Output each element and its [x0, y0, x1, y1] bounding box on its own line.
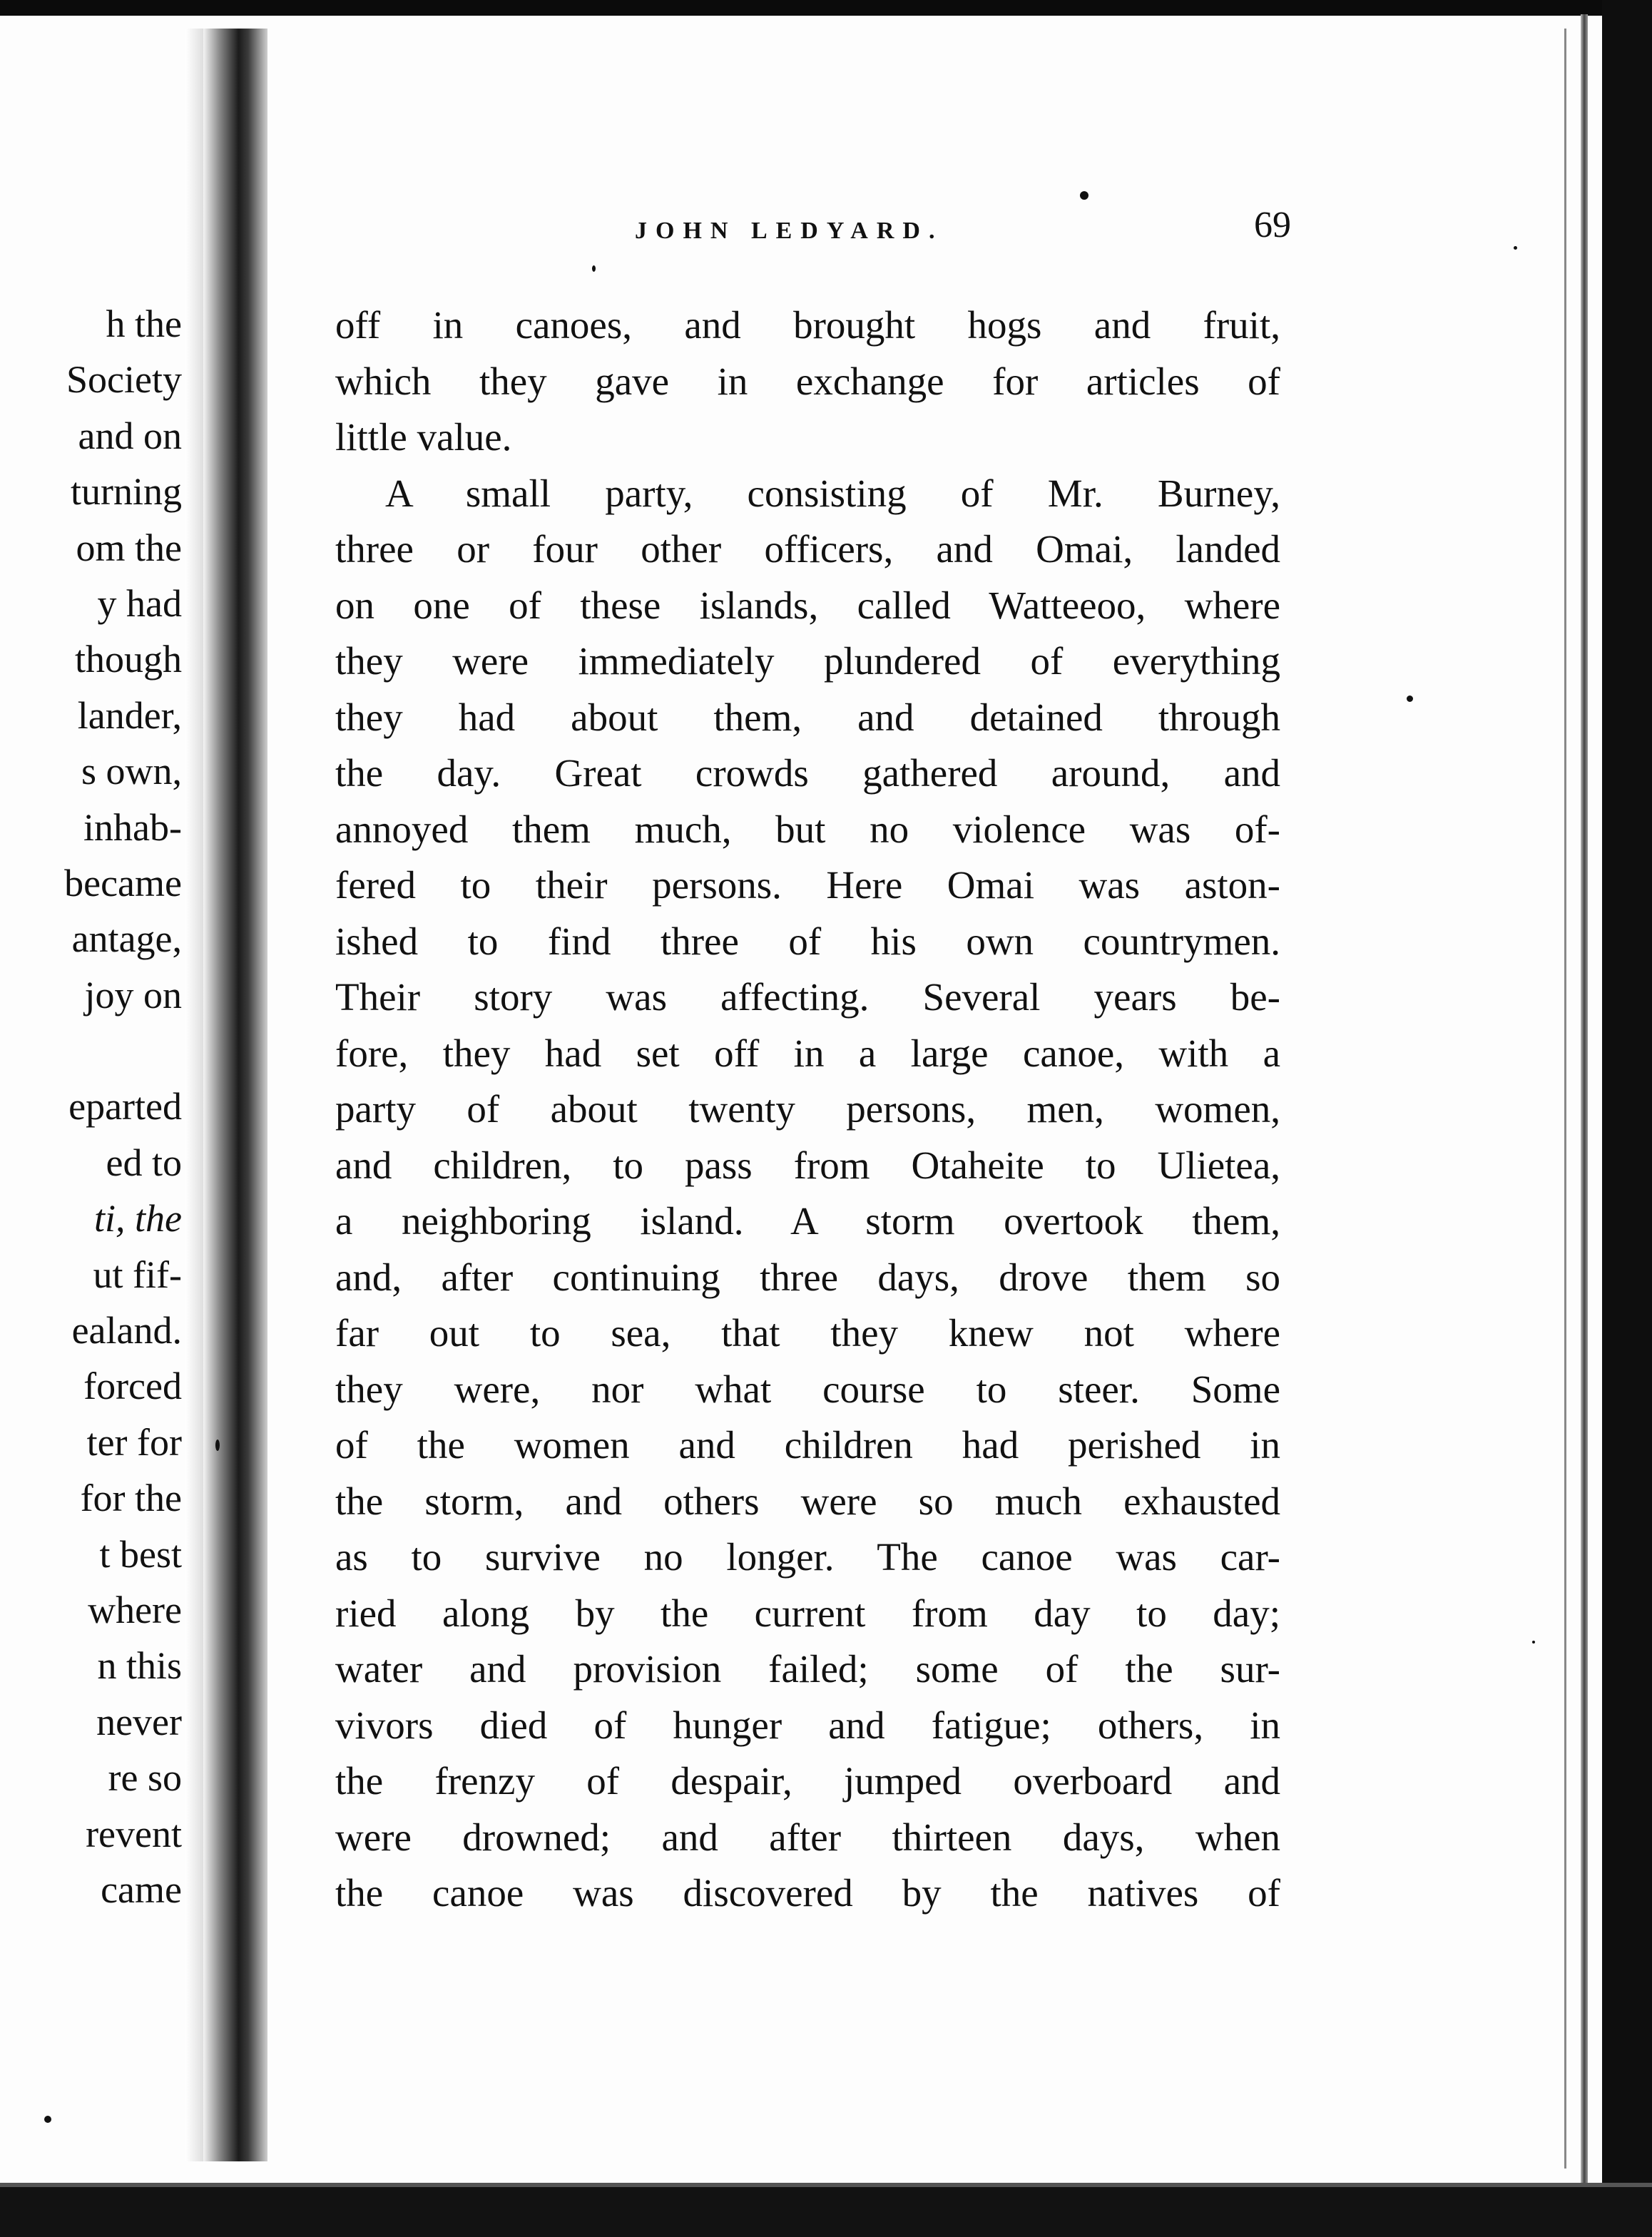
scan-speck: [1407, 695, 1413, 702]
running-title: JOHN LEDYARD.: [635, 218, 944, 244]
body-line: party of about twenty persons, men, women,: [335, 1087, 1280, 1131]
left-page-line: y had: [97, 581, 182, 625]
left-page-line: Society: [66, 358, 182, 402]
left-page-line: though: [74, 638, 182, 681]
body-line: annoyed them much, but no violence was of-: [335, 807, 1280, 851]
body-line: three or four other officers, and Omai, landed: [335, 527, 1280, 571]
body-line: they had about them, and detained through: [335, 695, 1280, 739]
body-line: were drowned; and after thirteen days, when: [335, 1815, 1280, 1859]
left-page-line: s own,: [81, 750, 182, 793]
page-number: 69: [1254, 205, 1291, 245]
left-page-line: t best: [99, 1532, 182, 1576]
scan-speck: [44, 2116, 51, 2123]
body-line: the canoe was discovered by the natives of: [335, 1871, 1280, 1915]
book-gutter-shadow: [203, 29, 267, 2161]
left-page-line: [0, 1023, 182, 1079]
body-line: the day. Great crowds gathered around, and: [335, 751, 1280, 795]
body-line: Their story was affecting. Several years be-: [335, 975, 1280, 1019]
body-line: which they gave in exchange for articles of: [335, 359, 1280, 403]
body-line: ished to find three of his own countrymen.: [335, 919, 1280, 963]
left-page-line: ealand.: [71, 1309, 182, 1352]
body-line: a neighboring island. A storm overtook them,: [335, 1199, 1280, 1243]
left-page-line: joy on: [84, 973, 182, 1016]
left-page-line: eparted: [68, 1085, 182, 1128]
body-text: [335, 297, 1280, 1922]
scan-bottom-border: [0, 2187, 1652, 2237]
body-line: they were immediately plundered of everything: [335, 639, 1280, 683]
body-line: ried along by the current from day to day;: [335, 1591, 1280, 1635]
book-page: [335, 200, 1291, 1915]
left-page-line: ut fif-: [93, 1253, 182, 1296]
left-page-line: came: [101, 1867, 182, 1911]
left-page-line: and on: [78, 414, 182, 457]
body-line: and children, to pass from Otaheite to Ulietea,: [335, 1143, 1280, 1187]
left-page-line: re so: [108, 1756, 182, 1800]
body-line: of the women and children had perished in: [335, 1423, 1280, 1467]
body-line: the storm, and others were so much exhausted: [335, 1479, 1280, 1523]
scan-right-border: [1602, 0, 1652, 2237]
body-line: they were, nor what course to steer. Some: [335, 1367, 1280, 1411]
body-line: vivors died of hunger and fatigue; others, in: [335, 1703, 1280, 1747]
scan-speck: [592, 265, 596, 272]
body-line: on one of these islands, called Watteeoo, where: [335, 583, 1280, 627]
left-page-line: ed to: [106, 1141, 182, 1184]
scan-top-border: [0, 0, 1652, 16]
left-page-line: turning: [71, 470, 182, 514]
scan-speck: [1532, 1641, 1535, 1644]
body-line: water and provision failed; some of the sur-: [335, 1647, 1280, 1691]
left-page-fragment: [0, 296, 182, 1917]
body-line: A small party, consisting of Mr. Burney,: [385, 471, 1280, 515]
left-page-line: inhab-: [83, 805, 182, 849]
left-page-line: for the: [80, 1477, 182, 1520]
left-page-line: became: [64, 861, 182, 905]
left-page-line: revent: [86, 1812, 182, 1855]
scan-speck: [1080, 191, 1088, 200]
left-page-line: forced: [83, 1365, 182, 1408]
left-page-line: antage,: [71, 917, 182, 961]
left-page-line: never: [96, 1700, 182, 1743]
left-page-line: where: [88, 1588, 182, 1631]
body-line: as to survive no longer. The canoe was car-: [335, 1535, 1280, 1579]
page-edge-line: [1564, 29, 1566, 2169]
body-line: off in canoes, and brought hogs and fruit,: [335, 303, 1280, 347]
body-line: far out to sea, that they knew not where: [335, 1311, 1280, 1355]
left-page-line: h the: [106, 302, 182, 345]
body-line: little value.: [335, 415, 512, 459]
scan-speck: [215, 1439, 220, 1451]
left-page-line: om the: [76, 526, 182, 569]
scan-speck: [1514, 246, 1517, 250]
body-line: the frenzy of despair, jumped overboard and: [335, 1759, 1280, 1803]
left-page-line: lander,: [77, 693, 182, 737]
body-line: fered to their persons. Here Omai was aston-: [335, 863, 1280, 907]
left-page-line: ter for: [86, 1420, 182, 1464]
running-head: [335, 200, 1291, 257]
page-edge-shadow: [1581, 14, 1588, 2183]
body-line: and, after continuing three days, drove them so: [335, 1255, 1280, 1299]
left-page-line: n this: [97, 1644, 182, 1688]
left-page-line: ti, the: [94, 1197, 182, 1240]
body-line: fore, they had set off in a large canoe, with a: [335, 1031, 1280, 1075]
